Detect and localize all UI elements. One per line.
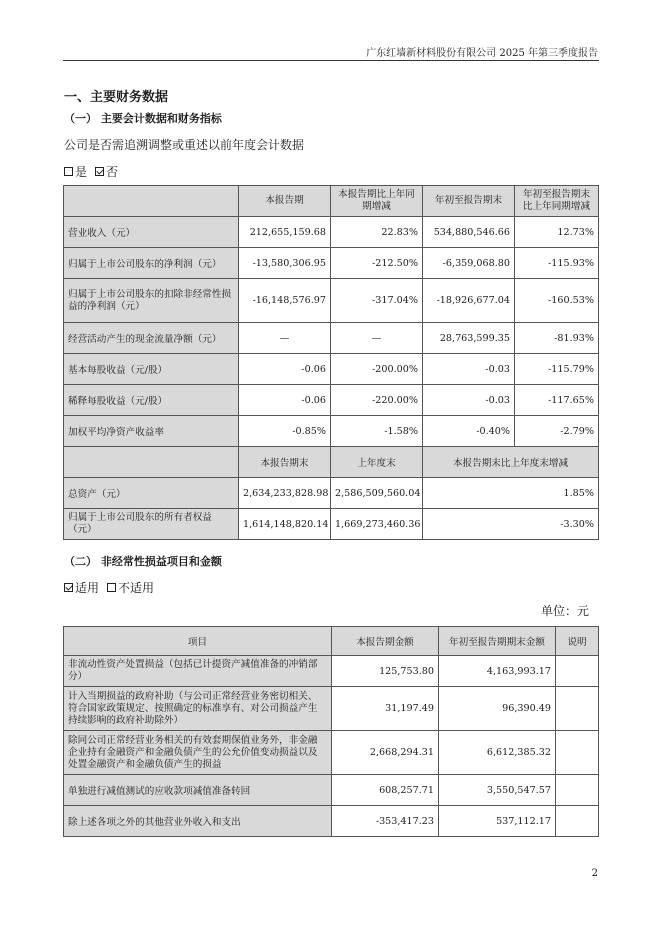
col-header: 本报告期末比上年度末增减 [423,447,599,478]
table-row [64,509,599,540]
cell-value: 4,163,993.17 [439,656,556,687]
cell-value: 1.85% [423,478,599,509]
checkbox-checked-icon [64,583,73,592]
cell-value: -13,580,306.95 [239,248,331,279]
cell-value: -2.79% [515,416,599,447]
cell-value: 2,586,509,560.04 [331,478,423,509]
cell-value: 1,614,148,820.14 [239,509,331,540]
cell-value: -16,148,576.97 [239,279,331,323]
cell-value: 2,634,233,828.98 [239,478,331,509]
subsection-title-accounting-data: （一） 主要会计数据和财务指标 [64,112,222,125]
table-row [64,806,599,837]
table-row [64,354,599,385]
option-no-label: 否 [106,165,119,179]
cell-value: 212,655,159.68 [239,217,331,248]
retro-adjust-options [64,163,126,180]
cell-note [556,656,599,687]
cell-value: -115.79% [515,354,599,385]
cell-value: -6,359,068.80 [423,248,515,279]
option-no[interactable] [95,163,118,180]
col-header: 年初至报告期期末金额 [439,627,556,656]
row-label: 计入当期损益的政府补助（与公司正常经营业务密切相关、符合国家政策规定、按照确定的标准享有、对公司损益产生持续影响的政府补助除外） [64,687,332,731]
row-label: 稀释每股收益（元/股） [64,385,239,416]
header-blank-cell [64,447,239,478]
cell-value: 3,550,547.57 [439,775,556,806]
checkbox-empty-icon [107,583,116,592]
row-label: 归属于上市公司股东的扣除非经常性损益的净利润（元） [64,279,239,323]
row-label: 单独进行减值测试的应收款项减值准备转回 [64,775,332,806]
cell-value: -0.85% [239,416,331,447]
col-header: 年初至报告期末比上年同期增减 [515,186,599,217]
row-label: 营业收入（元） [64,217,239,248]
table-row [64,478,599,509]
cell-value: -212.50% [331,248,423,279]
cell-note [556,806,599,837]
table-row [64,656,599,687]
row-label: 除上述各项之外的其他营业外收入和支出 [64,806,332,837]
col-header: 本报告期 [239,186,331,217]
row-label: 总资产（元） [64,478,239,509]
cell-value: 28,763,599.35 [423,323,515,354]
col-header: 上年度末 [331,447,423,478]
cell-value: 6,612,385.32 [439,731,556,775]
retro-adjust-question: 公司是否需追溯调整或重述以前年度会计数据 [64,138,305,152]
cell-value: -117.65% [515,385,599,416]
cell-note [556,775,599,806]
cell-value: -317.04% [331,279,423,323]
subsection-title-nonrecurring: （二） 非经常性损益项目和金额 [64,555,222,568]
cell-value: 2,668,294.31 [332,731,439,775]
header-divider [63,60,599,61]
col-header: 本报告期金额 [332,627,439,656]
cell-value: -160.53% [515,279,599,323]
cell-value: — [239,323,331,354]
row-label: 经营活动产生的现金流量净额（元） [64,323,239,354]
cell-value: 125,753.80 [332,656,439,687]
cell-value: -1.58% [331,416,423,447]
col-header: 说明 [556,627,599,656]
col-header: 年初至报告期末 [423,186,515,217]
col-header: 本报告期末 [239,447,331,478]
option-not-apply[interactable] [107,579,154,596]
cell-value: -0.03 [423,354,515,385]
header-blank-cell [64,186,239,217]
cell-value: 608,257.71 [332,775,439,806]
table-row [64,775,599,806]
cell-value: -200.00% [331,354,423,385]
report-header: 广东红墙新材料股份有限公司 2025 年第三季度报告 [366,48,598,59]
table-row [64,385,599,416]
col-header: 本报告期比上年同期增减 [331,186,423,217]
cell-note [556,731,599,775]
cell-value: -115.93% [515,248,599,279]
row-label: 非流动性资产处置损益（包括已计提资产减值准备的冲销部分） [64,656,332,687]
cell-value: -3.30% [423,509,599,540]
cell-value: 534,880,546.66 [423,217,515,248]
cell-value: -0.40% [423,416,515,447]
cell-value: 537,112.17 [439,806,556,837]
row-label: 除同公司正常经营业务相关的有效套期保值业务外，非金融企业持有金融资产和金融负债产生的公允价值变动损益以及处置金融资产和金融负债产生的损益 [64,731,332,775]
cell-value: 12.73% [515,217,599,248]
main-accounting-data-table [63,185,599,540]
table-row [64,687,599,731]
apply-options [64,579,162,596]
row-label: 归属于上市公司股东的所有者权益（元） [64,509,239,540]
row-label: 基本每股收益（元/股） [64,354,239,385]
checkbox-empty-icon [64,167,73,176]
col-header: 项目 [64,627,332,656]
cell-value: 22.83% [331,217,423,248]
page-number: 2 [591,868,598,879]
cell-value: -81.93% [515,323,599,354]
table-row [64,217,599,248]
cell-value: -0.03 [423,385,515,416]
row-label: 加权平均净资产收益率 [64,416,239,447]
checkbox-checked-icon [95,167,104,176]
nonrecurring-items-table [63,626,599,837]
table-row [64,248,599,279]
unit-label: 单位：元 [540,604,589,618]
cell-value: -0.06 [239,385,331,416]
cell-value: 1,669,273,460.36 [331,509,423,540]
row-label: 归属于上市公司股东的净利润（元） [64,248,239,279]
option-yes-label: 是 [75,165,88,179]
cell-value: -0.06 [239,354,331,385]
table-row [64,731,599,775]
option-yes[interactable] [64,163,87,180]
cell-value: -220.00% [331,385,423,416]
cell-value: -18,926,677.04 [423,279,515,323]
option-apply-label: 适用 [75,581,100,595]
cell-value: 31,197.49 [332,687,439,731]
option-not-apply-label: 不适用 [118,581,155,595]
cell-value: -353,417.23 [332,806,439,837]
table-row [64,323,599,354]
section-title-main-financial-data: 一、主要财务数据 [64,90,169,105]
cell-value: — [331,323,423,354]
table-row [64,416,599,447]
option-apply[interactable] [64,579,99,596]
table-row [64,279,599,323]
cell-note [556,687,599,731]
cell-value: 96,390.49 [439,687,556,731]
